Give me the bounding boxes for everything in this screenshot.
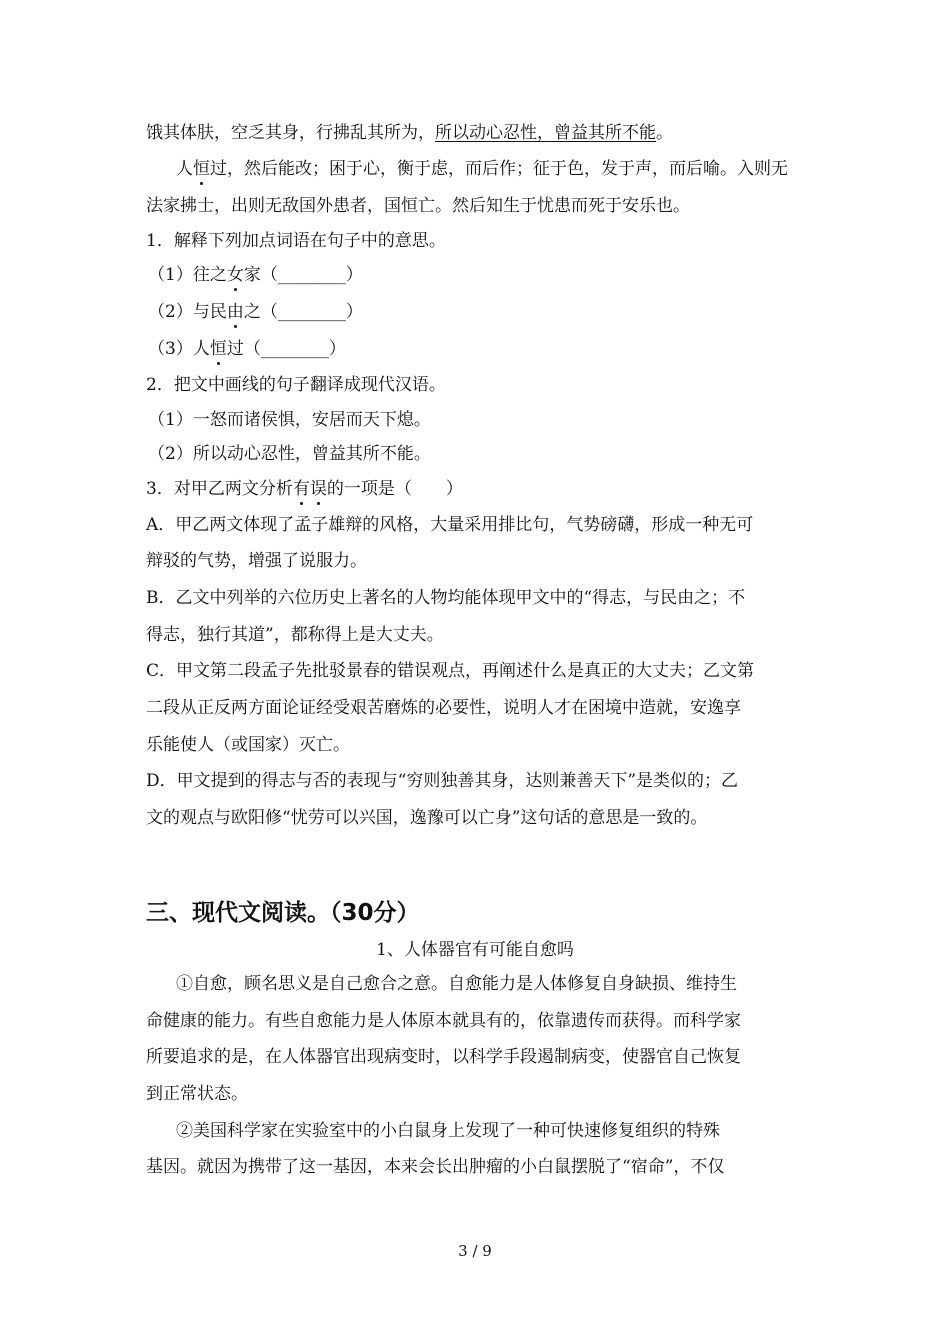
item-text: 家（ — [243, 265, 278, 285]
passage-text: 饿其体肤，空乏其身，行拂乱其所为， — [146, 123, 435, 143]
underlined-sentence: 所以动心忍性，曾益其所不能 — [435, 123, 656, 143]
question-1-item-2 — [148, 300, 818, 324]
dotted-character: 恒 — [193, 159, 210, 179]
dotted-character: 由 — [226, 302, 244, 322]
answer-blank[interactable]: ________ — [277, 265, 346, 285]
answer-blank[interactable]: ________ — [260, 339, 329, 359]
dotted-character: 误 — [309, 479, 327, 499]
option-d-line-2: 文的观点与欧阳修“忧劳可以兴国，逸豫可以亡身”这句话的意思是一致的。 — [146, 808, 708, 828]
passage-text: 人 — [176, 159, 193, 179]
question-2-item-2: （2）所以动心忍性，曾益其所不能。 — [148, 444, 431, 464]
passage-line-2 — [176, 157, 846, 181]
article-title: 1、人体器官有可能自愈吗 — [376, 940, 574, 960]
dotted-character: 恒 — [209, 339, 227, 359]
item-text: 之（ — [243, 302, 278, 322]
passage-line-3: 法家拂士，出则无敌国外患者，国恒亡。然后知生于忧患而死于安乐也。 — [146, 196, 690, 216]
dotted-character: 有 — [292, 479, 310, 499]
option-c-line-1: C．甲文第二段孟子先批驳景春的错误观点，再阐述什么是真正的大丈夫；乙文第 — [146, 661, 755, 681]
section-heading: 三、现代文阅读。（30分） — [146, 900, 420, 926]
question-1-item-1 — [148, 263, 818, 287]
question-1-stem: 1．解释下列加点词语在句子中的意思。 — [146, 231, 446, 251]
question-1-item-3 — [148, 337, 818, 361]
option-d-line-1: D．甲文提到的得志与否的表现与“穷则独善其身，达则兼善天下”是类似的；乙 — [146, 771, 739, 791]
stem-text: 的一项是（ ） — [326, 479, 463, 499]
paragraph-1-line-4: 到正常状态。 — [146, 1084, 248, 1104]
question-2-item-1: （1）一怒而诸侯惧，安居而天下熄。 — [148, 410, 431, 430]
page-number: 3 / 9 — [458, 1242, 492, 1260]
passage-text: 过，然后能改；困于心，衡于虑，而后作；征于色，发于声，而后喻。入则无 — [210, 159, 788, 179]
question-3-stem — [146, 477, 816, 501]
item-text: （2）与民 — [148, 302, 227, 322]
option-a-line-2: 辩驳的气势，增强了说服力。 — [146, 551, 367, 571]
item-text: ） — [345, 302, 363, 322]
item-text: （3）人 — [148, 339, 210, 359]
dotted-character: 女 — [226, 265, 244, 285]
paragraph-2-line-1: ②美国科学家在实验室中的小白鼠身上发现了一种可快速修复组织的特殊 — [176, 1121, 720, 1141]
answer-blank[interactable]: ________ — [277, 302, 346, 322]
option-b-line-1: B．乙文中列举的六位历史上著名的人物均能体现甲文中的“得志，与民由之；不 — [146, 588, 746, 608]
option-c-line-2: 二段从正反两方面论证经受艰苦磨炼的必要性，说明人才在困境中造就，安逸享 — [146, 698, 741, 718]
paragraph-2-line-2: 基因。就因为携带了这一基因，本来会长出肿瘤的小白鼠摆脱了“宿命”，不仅 — [146, 1157, 725, 1177]
stem-text: 3．对甲乙两文分析 — [146, 479, 293, 499]
item-text: （1）往之 — [148, 265, 227, 285]
paragraph-1-line-2: 命健康的能力。有些自愈能力是人体原本就具有的，依靠遗传而获得。而科学家 — [146, 1011, 741, 1031]
item-text: 过（ — [226, 339, 261, 359]
passage-text: 。 — [656, 123, 673, 143]
paragraph-1-line-1: ①自愈，顾名思义是自己愈合之意。自愈能力是人体修复自身缺损、维持生 — [176, 974, 737, 994]
question-2-stem: 2．把文中画线的句子翻译成现代汉语。 — [146, 375, 446, 395]
option-a-line-1: A．甲乙两文体现了孟子雄辩的风格，大量采用排比句，气势磅礴，形成一种无可 — [146, 515, 754, 535]
item-text: ） — [345, 265, 363, 285]
passage-line-1 — [146, 121, 816, 145]
paragraph-1-line-3: 所要追求的是，在人体器官出现病变时，以科学手段遏制病变，使器官自己恢复 — [146, 1047, 741, 1067]
option-b-line-2: 得志，独行其道”，都称得上是大丈夫。 — [146, 625, 444, 645]
item-text: ） — [328, 339, 346, 359]
option-c-line-3: 乐能使人（或国家）灭亡。 — [146, 735, 350, 755]
